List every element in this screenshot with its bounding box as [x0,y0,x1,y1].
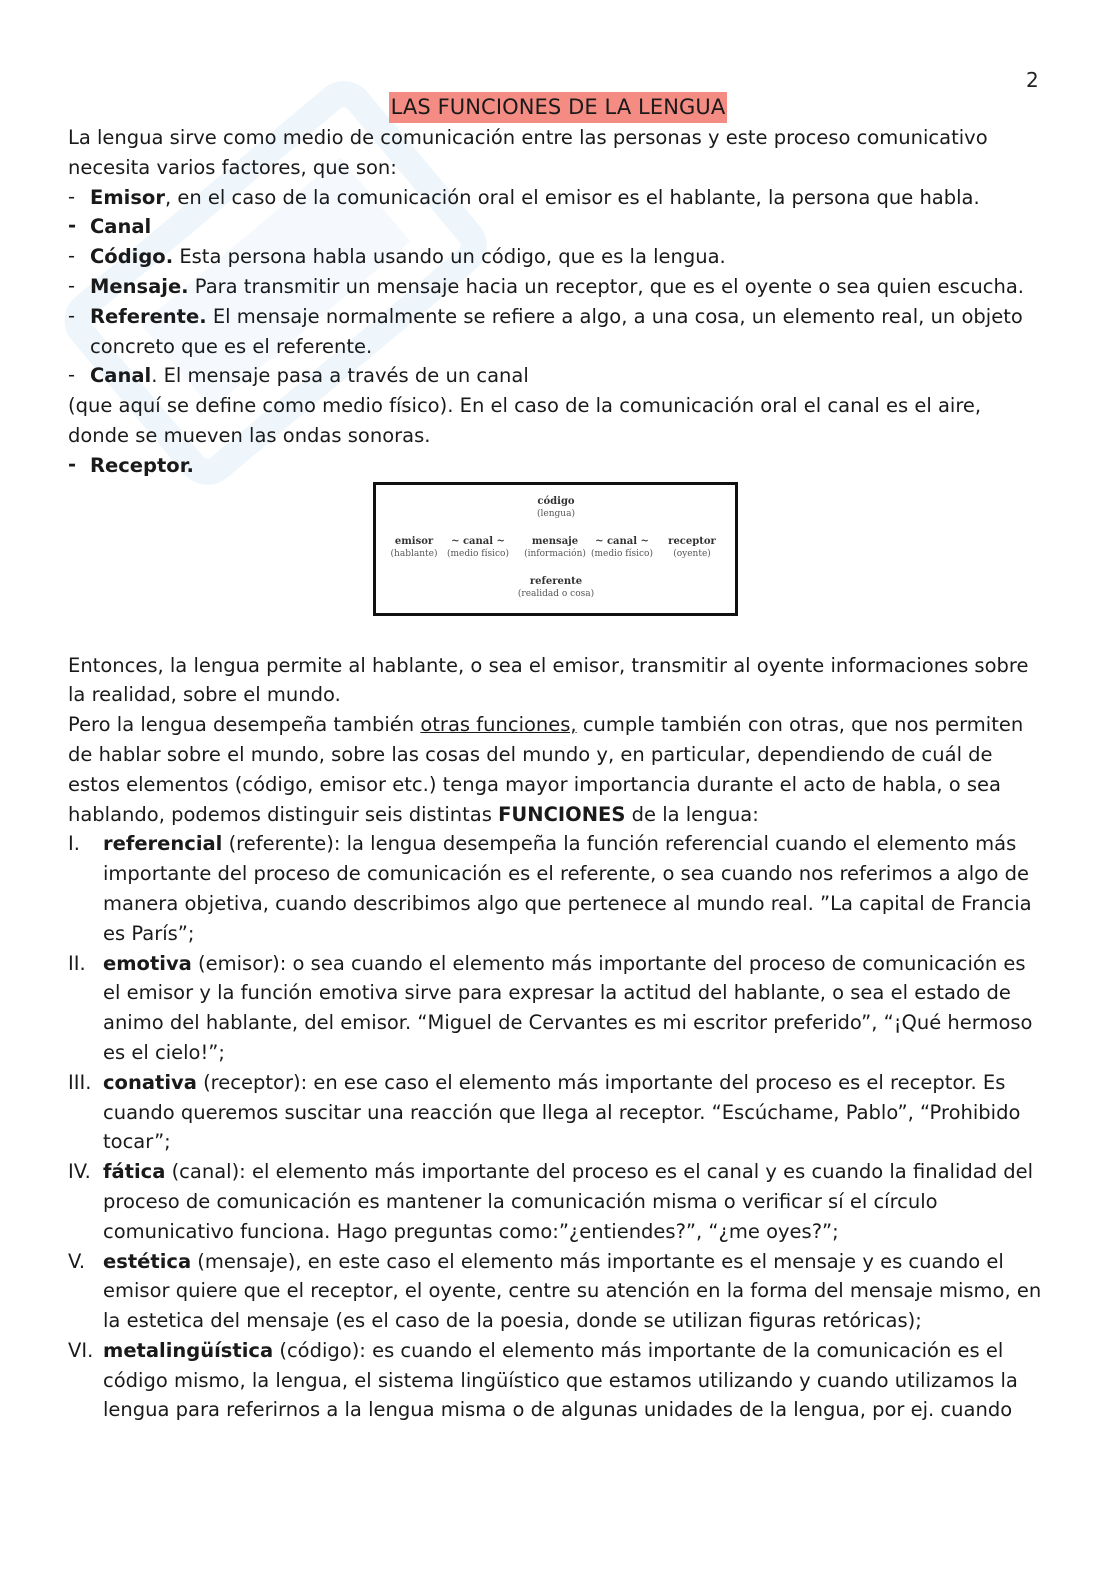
factors-list [68,183,1048,392]
diagram-emisor: emisor (hablante) [390,535,438,559]
diagram-canal-2: ~ canal ~ (medio físico) [591,535,653,559]
paragraph-entonces: Entonces, la lengua permite al hablante, o sea el emisor, transmitir al oyente informaciones sobre la realidad, sobre el mundo. [68,653,1029,707]
functions-list [68,829,1048,1425]
factor-canal-2: - Canal. El mensaje pasa a través de un canal [68,361,1048,391]
function-conativa: III. conativa (receptor): en ese caso el elemento más importante del proceso es el receptor. Es cuando queremos suscitar una reacción que llega al receptor. “Escúchame, Pablo”, “Prohibido tocar”; [68,1070,1021,1154]
diagram-referente: referente (realidad o cosa) [517,575,595,599]
factor-mensaje: - Mensaje. Para transmitir un mensaje hacia un receptor, que es el oyente o sea quien escucha. [68,272,1048,302]
communication-diagram [373,482,738,616]
function-estetica: V. estética (mensaje), en este caso el elemento más importante es el mensaje y es cuando el emisor quiere que el receptor, el oyente, centre su atención en la forma del mensaje mismo, en la estetica del mensaje (es el caso de la poesia, donde se utilizan figuras retóricas); [68,1249,1042,1333]
function-referencial: I. referencial (referente): la lengua desempeña la función referencial cuando el elemento más importante del proceso de comunicación es el referente, o sea cuando nos referimos a algo de manera objetiva, cuando describimos algo que pertenece al mundo real. ”La capital de Francia es París”; [68,832,1032,945]
factor-emisor: - Emisor, en el caso de la comunicación oral el emisor es el hablante, la persona que habla. [68,183,1048,213]
function-emotiva: II. emotiva (emisor): o sea cuando el elemento más importante del proceso de comunicación es el emisor y la función emotiva sirve para expresar la actitud del hablante, o sea el estado de animo del hablante, del emisor. “Miguel de Cervantes es mi escritor preferido”, “¡Qué hermoso es el cielo!”; [68,951,1033,1064]
page-number: 2 [1026,68,1039,92]
factor-receptor: - Receptor. [68,451,1048,481]
function-fatica: IV. fática (canal): el elemento más importante del proceso es el canal y es cuando la finalidad del proceso de comunicación es mantener la comunicación misma o verificar sí el círculo comunicativo funciona. Hago preguntas como:”¿entiendes?”, “¿me oyes?”; [68,1160,1034,1243]
factor-canal: - Canal [68,212,1048,242]
paragraph-otras-funciones: Pero la lengua desempeña también otras funciones, cumple también con otras, que nos permiten de hablar sobre el mundo, sobre las cosas del mundo y, en particular, dependiendo de cuál de estos elementos (código, emisor etc.) tenga mayor importancia durante el acto de habla, o sea hablando, podemos distinguir seis distintas FUNCIONES de la lengua: [68,713,1024,826]
function-metalinguistica: VI. metalingüística (código): es cuando el elemento más importante de la comunicación es el código mismo, la lengua, el sistema lingüístico que estamos utilizando y cuando utilizamos la lengua para referirnos a la lengua misma o de algunas unidades de la lengua, por ej. cuando [68,1338,1018,1422]
diagram-receptor: receptor (oyente) [668,535,716,559]
intro-paragraph: La lengua sirve como medio de comunicación entre las personas y este proceso comunicativo necesita varios factores, que son: [68,126,988,179]
diagram-codigo: código (lengua) [537,495,575,519]
diagram-mensaje: mensaje (información) [524,535,586,559]
factor-referente: - Referente. El mensaje normalmente se refiere a algo, a una cosa, un elemento real, un objeto concreto que es el referente. [68,302,1048,362]
document-body [68,92,1048,1425]
canal-continuation: (que aquí se define como medio físico). En el caso de la comunicación oral el canal es el aire, donde se mueven las ondas sonoras. [68,394,982,447]
diagram-canal-1: ~ canal ~ (medio físico) [447,535,509,559]
page-title: LAS FUNCIONES DE LA LENGUA [389,92,728,123]
receptor-list [68,451,1048,481]
factor-codigo: - Código. Esta persona habla usando un código, que es la lengua. [68,242,1048,272]
